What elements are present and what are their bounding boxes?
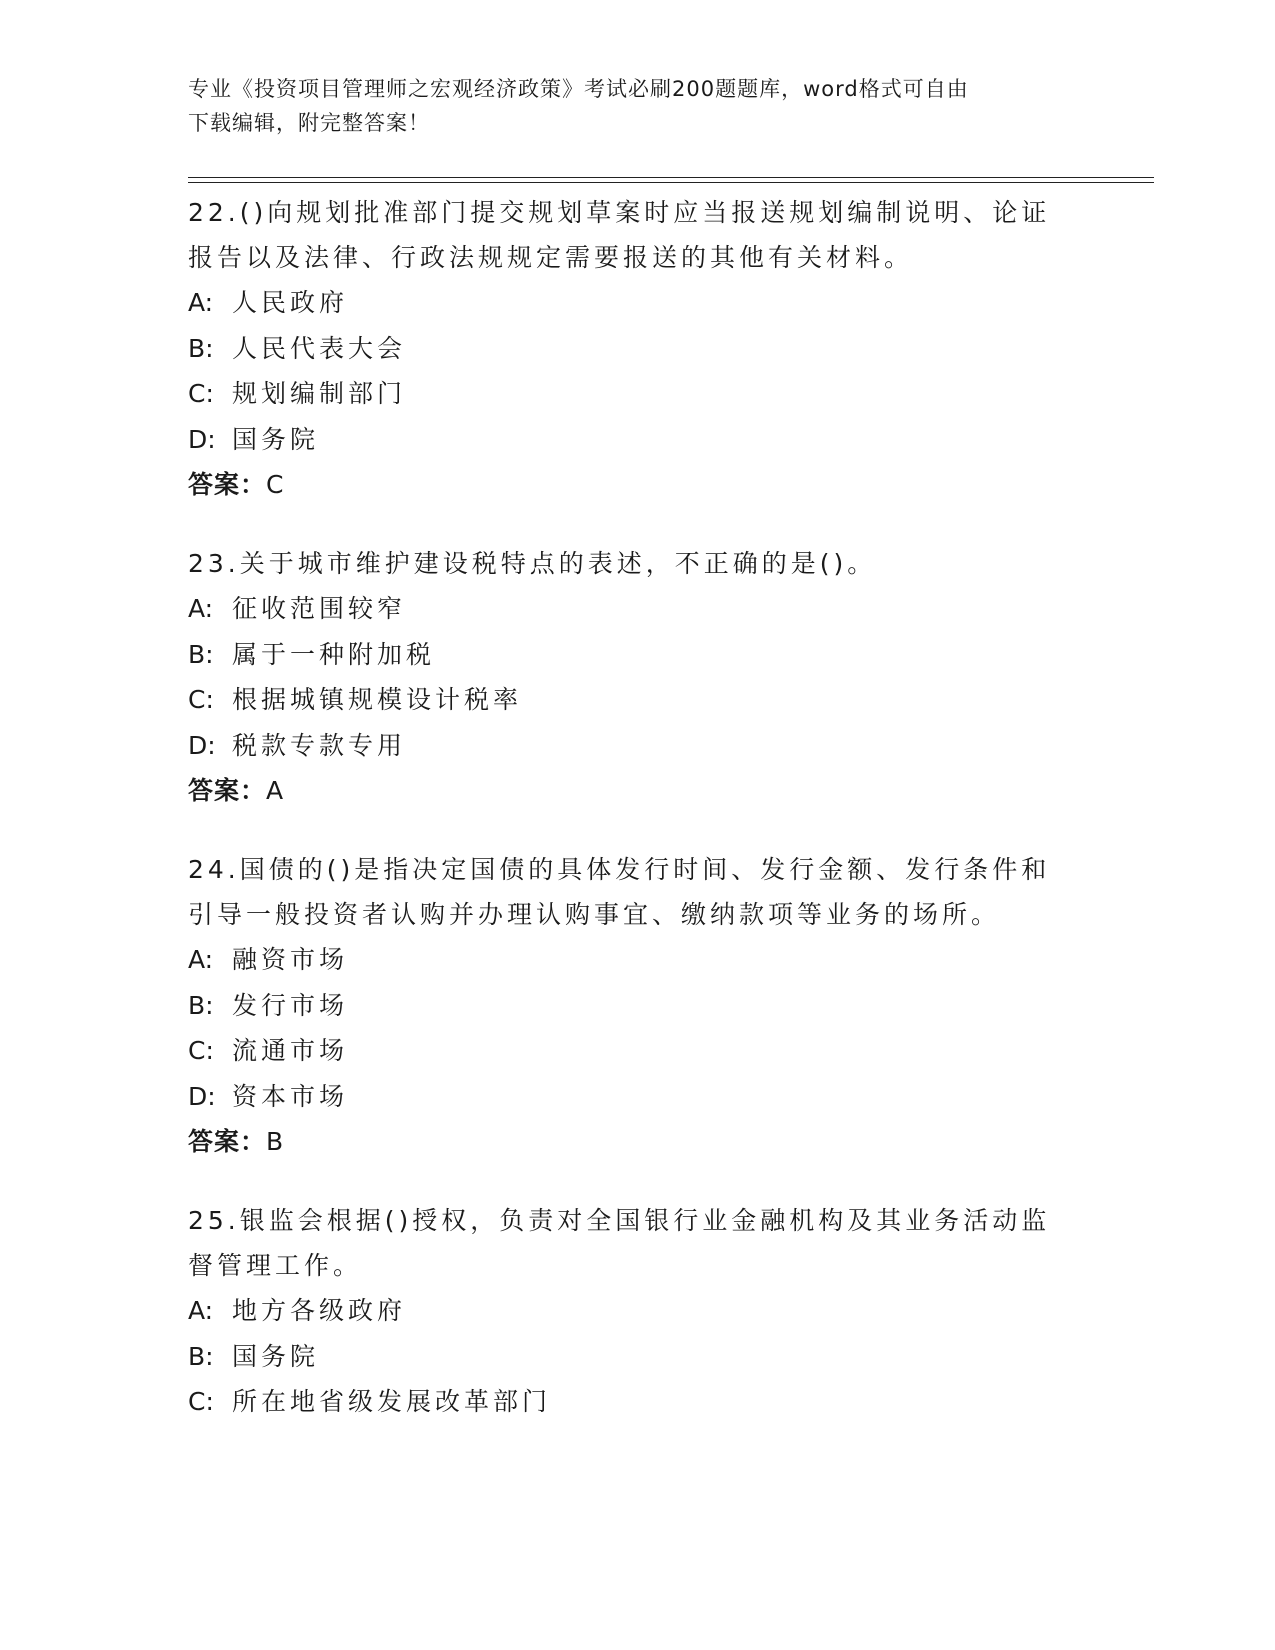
option-key: D: bbox=[188, 730, 216, 760]
header-line-2: 下载编辑，附完整答案！ bbox=[188, 111, 430, 135]
option-c bbox=[188, 371, 1078, 417]
answer-line bbox=[188, 462, 1078, 507]
option-b bbox=[188, 1334, 1078, 1380]
option-c bbox=[188, 677, 1078, 723]
answer-line bbox=[188, 768, 1078, 813]
option-text: 地方各级政府 bbox=[232, 1296, 407, 1325]
answer-value: C bbox=[266, 470, 285, 499]
question-text: 22.()向规划批准部门提交规划草案时应当报送规划编制说明、论证报告以及法律、行政法规规定需要报送的其他有关材料。 bbox=[188, 198, 1051, 272]
answer-value: A bbox=[266, 776, 285, 805]
document-header bbox=[188, 72, 1068, 140]
option-key: B: bbox=[188, 333, 214, 363]
option-d bbox=[188, 723, 1078, 769]
question-text: 24.国债的()是指决定国债的具体发行时间、发行金额、发行条件和引导一般投资者认购并办理认购事宜、缴纳款项等业务的场所。 bbox=[188, 855, 1051, 929]
option-text: 资本市场 bbox=[232, 1081, 349, 1111]
question-list bbox=[188, 190, 1078, 1459]
option-key: B: bbox=[188, 1341, 214, 1371]
option-text: 规划编制部门 bbox=[232, 379, 407, 408]
question-23 bbox=[188, 541, 1078, 813]
option-text: 发行市场 bbox=[232, 990, 349, 1020]
option-text: 人民政府 bbox=[232, 288, 349, 317]
option-b bbox=[188, 326, 1078, 372]
option-a bbox=[188, 586, 1078, 632]
answer-label: 答案： bbox=[188, 470, 267, 499]
option-b bbox=[188, 632, 1078, 678]
option-key: B: bbox=[188, 639, 214, 669]
answer-label: 答案： bbox=[188, 1127, 267, 1156]
answer-line bbox=[188, 1119, 1078, 1164]
option-key: A: bbox=[188, 1296, 214, 1325]
option-text: 税款专款专用 bbox=[232, 730, 407, 760]
header-divider-bottom bbox=[188, 182, 1154, 183]
option-key: D: bbox=[188, 1081, 216, 1111]
question-22 bbox=[188, 190, 1078, 507]
answer-value: B bbox=[266, 1127, 285, 1156]
option-c bbox=[188, 1028, 1078, 1074]
option-key: C: bbox=[188, 379, 214, 408]
header-line-1: 专业《投资项目管理师之宏观经济政策》考试必刷200题题库，word格式可自由 bbox=[188, 77, 969, 101]
option-text: 人民代表大会 bbox=[232, 333, 407, 363]
option-key: A: bbox=[188, 594, 214, 623]
question-text: 23.关于城市维护建设税特点的表述，不正确的是()。 bbox=[188, 549, 877, 578]
option-text: 国务院 bbox=[232, 1341, 320, 1371]
header-divider-top bbox=[188, 177, 1154, 178]
option-b bbox=[188, 983, 1078, 1029]
option-key: C: bbox=[188, 1387, 214, 1416]
option-d bbox=[188, 1074, 1078, 1120]
option-text: 国务院 bbox=[232, 424, 320, 454]
option-key: A: bbox=[188, 288, 214, 317]
question-25 bbox=[188, 1198, 1078, 1425]
option-d bbox=[188, 417, 1078, 463]
option-key: C: bbox=[188, 1036, 214, 1065]
option-a bbox=[188, 1288, 1078, 1334]
answer-label: 答案： bbox=[188, 776, 267, 805]
option-text: 流通市场 bbox=[232, 1036, 349, 1065]
option-text: 融资市场 bbox=[232, 945, 349, 974]
option-key: B: bbox=[188, 990, 214, 1020]
option-key: D: bbox=[188, 424, 216, 454]
option-text: 属于一种附加税 bbox=[232, 639, 436, 669]
option-text: 根据城镇规模设计税率 bbox=[232, 685, 523, 714]
question-text: 25.银监会根据()授权，负责对全国银行业金融机构及其业务活动监督管理工作。 bbox=[188, 1206, 1051, 1280]
option-a bbox=[188, 280, 1078, 326]
option-text: 所在地省级发展改革部门 bbox=[232, 1387, 552, 1416]
option-text: 征收范围较窄 bbox=[232, 594, 407, 623]
option-c bbox=[188, 1379, 1078, 1425]
question-24 bbox=[188, 847, 1078, 1164]
option-a bbox=[188, 937, 1078, 983]
option-key: A: bbox=[188, 945, 214, 974]
option-key: C: bbox=[188, 685, 214, 714]
